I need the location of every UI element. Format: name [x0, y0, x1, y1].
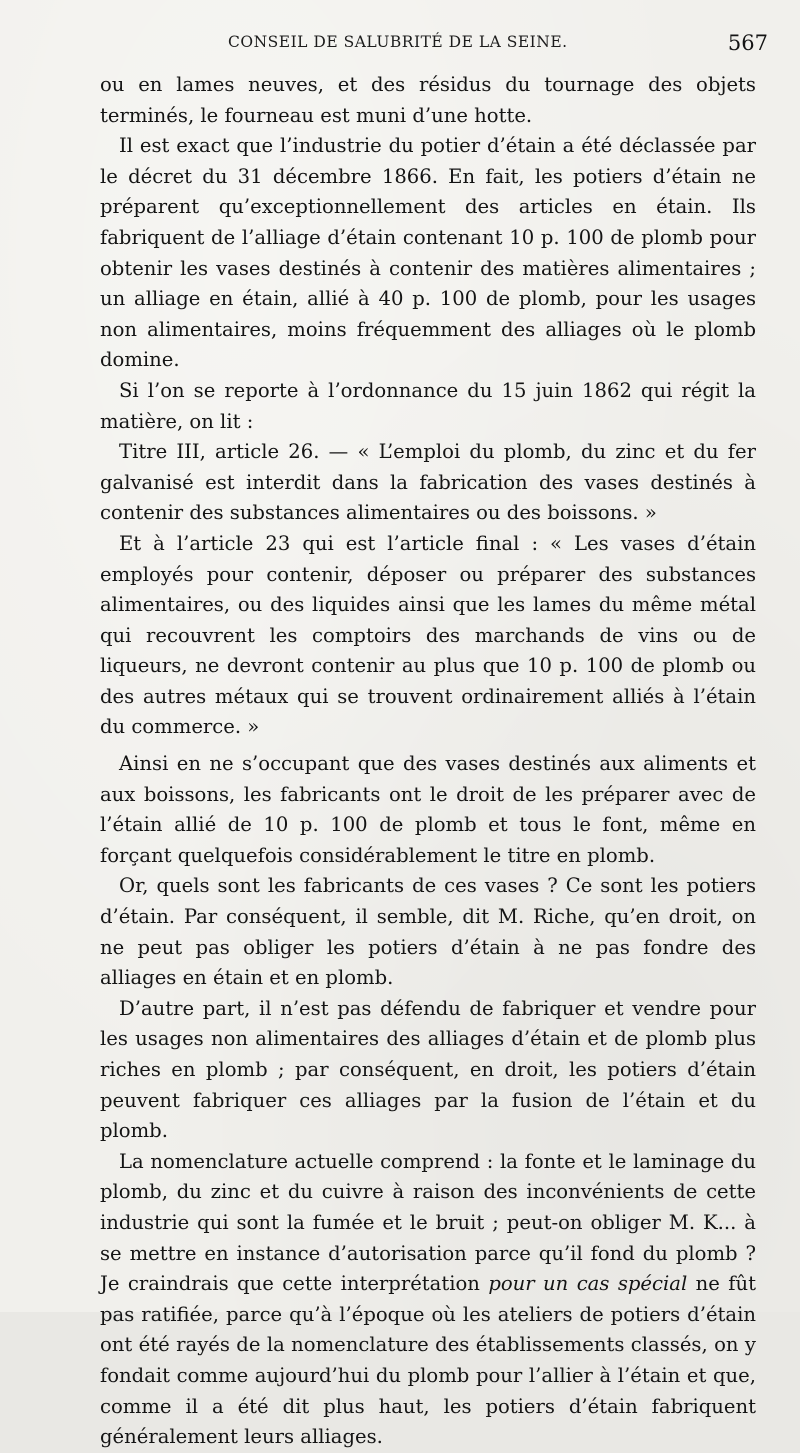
- paragraph-continuation: ou en lames neuves, et des résidus du tournage des objets terminés, le fourneau est muni d’une hotte.: [100, 73, 756, 127]
- nomenclature-text-start: La nomenclature actuelle comprend : la fonte et le laminage du plomb, du zinc et du cuivre à raison des inconvénients de cette industrie qui sont la fumée et le bruit ; peut-on obliger M. K... à se mettre en instance d’autorisation parce qu’il fond du plomb ? Je craindrais que cette interprétation: [100, 1149, 756, 1296]
- paragraph-potiers-question: Or, quels sont les fabricants de ces vases ? Ce sont les potiers d’étain. Par conséquent, il semble, dit M. Riche, qu’en droit, on ne peut pas obliger les potiers d’étain à ne pas fondre des alliages en étain et en plomb.: [100, 874, 756, 990]
- paragraph-non-alimentary: D’autre part, il n’est pas défendu de fabriquer et vendre pour les usages non alimentaires des alliages d’étain et de plomb plus riches en plomb ; par conséquent, en droit, les potiers d’étain peuvent fabriquer ces alliages par la fusion de l’étain et du plomb.: [100, 996, 756, 1143]
- page-header: [100, 33, 768, 63]
- nomenclature-text-end: ne fût pas ratifiée, parce qu’à l’époque où les ateliers de potiers d’étain ont été rayés de la nomenclature des établissements classés, on y fondait comme aujourd’hui du plomb pour l’allier à l’étain et que, comme il a été dit plus haut, les potiers d’étain fabriquent généralement leurs alliages.: [100, 1272, 756, 1449]
- paragraph-article-23: Et à l’article 23 qui est l’article final : « Les vases d’étain employés pour contenir, déposer ou préparer des substances alimentaires, ou des liquides ainsi que les lames du même métal qui recouvrent les comptoirs des marchands de vins ou de liqueurs, ne devront contenir au plus que 10 p. 100 de plomb ou des autres métaux qui se trouvent ordinairement alliés à l’étain du commerce. »: [100, 531, 756, 739]
- page-number: 567: [727, 31, 768, 55]
- paragraph-nomenclature: [100, 1147, 756, 1453]
- italic-phrase: pour un cas spécial: [488, 1272, 688, 1296]
- running-title: CONSEIL DE SALUBRITÉ DE LA SEINE.: [228, 33, 568, 51]
- paragraph-fabricants-right: Ainsi en ne s’occupant que des vases destinés aux aliments et aux boissons, les fabricants ont le droit de les préparer avec de l’étain allié de 10 p. 100 de plomb et tous le font, même en forçant quelquefois considérablement le titre en plomb.: [100, 752, 756, 867]
- body-text: [100, 70, 756, 1453]
- paragraph-ordinance-reference: Si l’on se reporte à l’ordonnance du 15 juin 1862 qui régit la matière, on lit :: [100, 378, 756, 433]
- paragraph-industry-declassed: Il est exact que l’industrie du potier d’étain a été déclassée par le décret du 31 décembre 1866. En fait, les potiers d’étain ne préparent qu’exceptionnellement des articles en étain. Ils fabriquent de l’alliage d’étain contenant 10 p. 100 de plomb pour obtenir les vases destinés à contenir des matières alimentaires ; un alliage en étain, allié à 40 p. 100 de plomb, pour les usages non alimentaires, moins fréquemment des alliages où le plomb domine.: [100, 134, 756, 372]
- paragraph-article-26: Titre III, article 26. — « L’emploi du plomb, du zinc et du fer galvanisé est interdit dans la fabrication des vases destinés à contenir des substances alimentaires ou des boissons. »: [100, 440, 756, 525]
